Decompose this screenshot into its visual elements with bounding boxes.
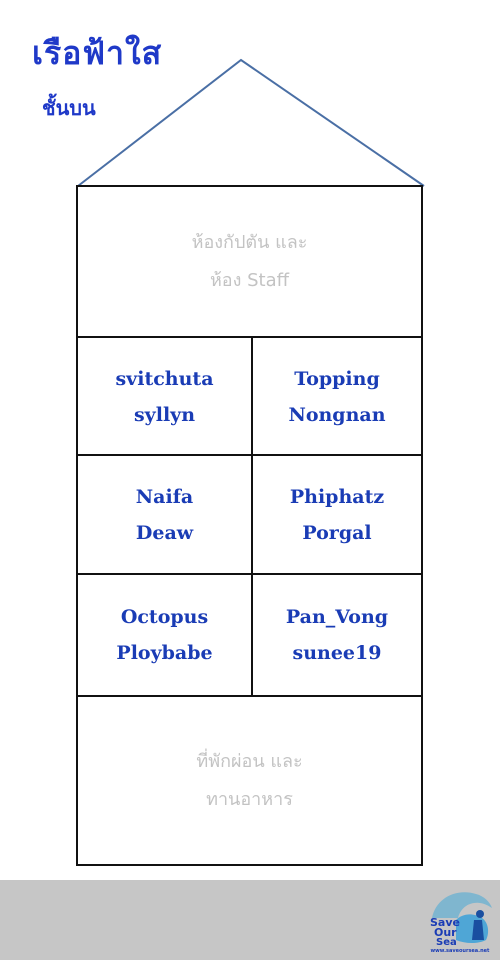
- room-label-line1: ที่พักผ่อน และ: [196, 750, 303, 772]
- floor-plan: [76, 185, 423, 866]
- footer-bar: [0, 880, 500, 960]
- occupant-name: Topping: [294, 367, 380, 390]
- occupant-name: Octopus: [120, 606, 209, 628]
- dolphin-icon: [426, 884, 494, 946]
- occupant-name: Naifa: [135, 485, 194, 508]
- divider-vertical: [251, 337, 253, 696]
- roof-outline: [0, 0, 500, 200]
- roof-line: [78, 60, 424, 186]
- logo-lettering: Save: [430, 916, 460, 929]
- room-label-line2: ห้อง Staff: [209, 270, 290, 291]
- occupant-name: Pan_Vong: [285, 606, 389, 628]
- logo-lettering: Sea: [436, 937, 457, 946]
- room-naifa: [78, 456, 251, 573]
- room-label-line2: ทานอาหาร: [206, 788, 293, 810]
- logo-url: www.saveoursea.net: [430, 948, 490, 954]
- occupant-name: Nongnan: [288, 403, 386, 426]
- room-captain-staff: [78, 187, 421, 337]
- occupant-name: sunee19: [292, 642, 382, 664]
- page-title: เรือฟ้าใส: [32, 34, 163, 72]
- room-label-line1: ห้องกัปตัน และ: [191, 232, 308, 253]
- occupant-name: Deaw: [135, 521, 194, 544]
- occupant-name: Phiphatz: [289, 485, 385, 508]
- room-lounge-dining: [78, 697, 421, 864]
- save-our-sea-logo: [426, 884, 494, 954]
- room-svitchuta: [78, 338, 251, 455]
- room-pan-vong: [253, 575, 421, 695]
- room-phiphatz: [253, 456, 421, 573]
- occupant-name: svitchuta: [115, 367, 214, 390]
- occupant-name: syllyn: [133, 403, 196, 426]
- logo-lettering: Our: [434, 926, 457, 939]
- occupant-name: Porgal: [302, 521, 372, 544]
- room-topping: [253, 338, 421, 455]
- room-octopus: [78, 575, 251, 695]
- page-subtitle: ชั้นบน: [42, 96, 96, 120]
- occupant-name: Ploybabe: [116, 642, 213, 664]
